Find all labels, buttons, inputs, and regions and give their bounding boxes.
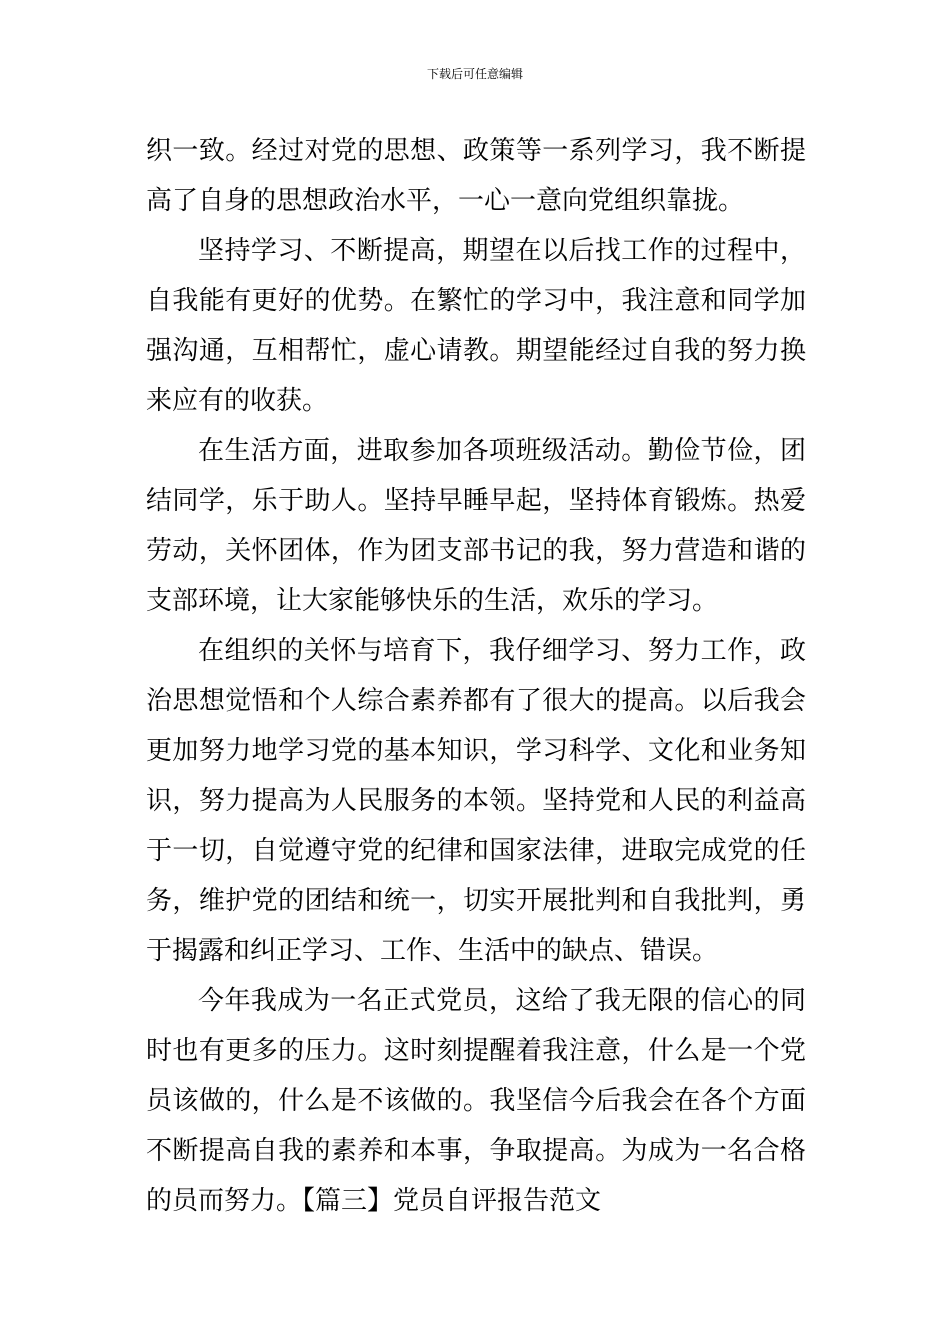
paragraph: 在生活方面，进取参加各项班级活动。勤俭节俭，团结同学，乐于助人。坚持早睡早起，坚持体育锻炼。热爱劳动，关怀团体，作为团支部书记的我，努力营造和谐的支部环境，让大家能够快乐的生活，欢乐的学习。 [146, 436, 806, 616]
paragraph: 坚持学习、不断提高，期望在以后找工作的过程中，自我能有更好的优势。在繁忙的学习中，我注意和同学加强沟通，互相帮忙，虚心请教。期望能经过自我的努力换来应有的收获。 [146, 236, 806, 416]
paragraph: 今年我成为一名正式党员，这给了我无限的信心的同时也有更多的压力。这时刻提醒着我注意，什么是一个党员该做的，什么是不该做的。我坚信今后我会在各个方面不断提高自我的素养和本事，争取提高。为成为一名合格的员而努力。【篇三】党员自评报告范文 [146, 986, 806, 1216]
paragraph: 在组织的关怀与培育下，我仔细学习、努力工作，政治思想觉悟和个人综合素养都有了很大的提高。以后我会更加努力地学习党的基本知识，学习科学、文化和业务知识，努力提高为人民服务的本领。坚持党和人民的利益高于一切，自觉遵守党的纪律和国家法律，进取完成党的任务，维护党的团结和统一，切实开展批判和自我批判，勇于揭露和纠正学习、工作、生活中的缺点、错误。 [146, 636, 806, 966]
document-body [146, 126, 806, 1226]
page-header: 下载后可任意编辑 [426, 67, 523, 81]
paragraph: 织一致。经过对党的思想、政策等一系列学习，我不断提高了自身的思想政治水平，一心一意向党组织靠拢。 [146, 136, 806, 216]
